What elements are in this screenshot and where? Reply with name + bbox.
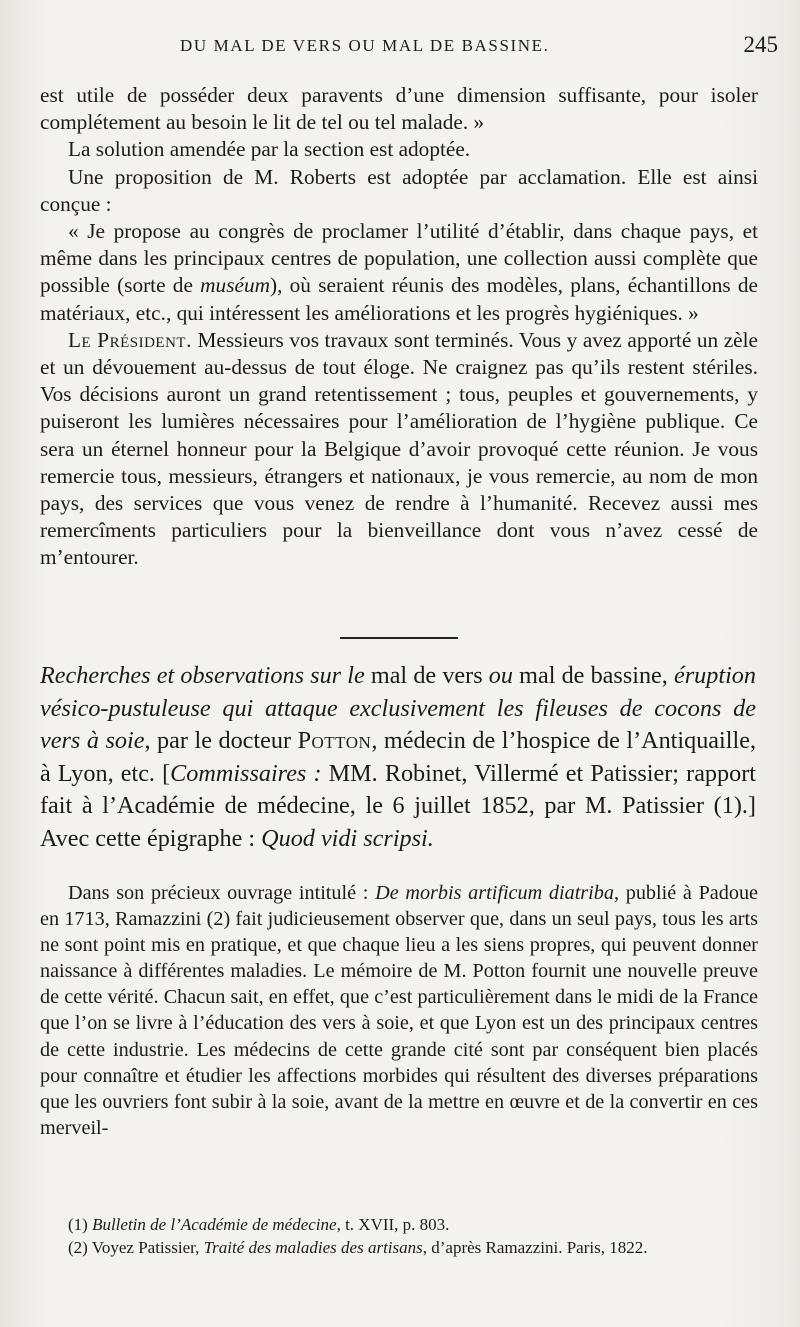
title-part-e: éruption vésico-pustuleuse qui attaque exclusivement les fileuses de cocons de vers à soie bbox=[40, 662, 756, 755]
quote-text-before: « Je propose au congrès de proclamer l’utilité d’établir, dans chaque pays, et même dans les principaux centres de population, une collection aussi complète que possible (sorte de bbox=[40, 219, 758, 298]
title-epigraph: Quod vidi scripsi. bbox=[261, 824, 434, 852]
title-part-c: ou bbox=[488, 662, 513, 689]
paragraph-solution-adopted: La solution amendée par la section est adoptée. bbox=[68, 137, 471, 162]
article-title bbox=[40, 660, 756, 856]
title-commissaires: Commissaires : bbox=[170, 759, 322, 787]
footnote-1 bbox=[40, 1213, 758, 1236]
page-header bbox=[40, 30, 778, 70]
speech-text: Messieurs vos travaux sont terminés. Vous y avez apporté un zèle et un dévouement au-dessus de tout éloge. Ne craignez pas qu’ils restent stériles. Vos décisions auront un grand retentissement ; tous, peuples et gouvernements, y puiseront les lumières nécessaires pour l’amélioration de l’hygiène publique. Ce sera un éternel honneur pour la Belgique d’avoir provoqué cette réunion. Je vous remercie tous, messieurs, étrangers et nationaux, je vous remercie, au nom de mon pays, des services que vous venez de rendre à l’humanité. Recevez aussi mes remercîments particuliers pour la bienveillance dont vous n’avez cessé de m’entourer. bbox=[40, 327, 758, 570]
speaker-label: Le Président. bbox=[68, 327, 192, 352]
title-part-h: , médecin de l’hospice de l’Antiquaille, à Lyon, etc. [ bbox=[40, 727, 756, 787]
quote-italic-museum: muséum bbox=[200, 273, 270, 298]
fn2-title: Traité des maladies des artisans bbox=[203, 1238, 423, 1257]
paragraph-paravents: est utile de posséder deux paravents d’une dimension suffisante, pour isoler complétement au besoin le lit de tel ou tel malade. » bbox=[40, 83, 758, 135]
fn1-ref: , t. XVII, p. 803. bbox=[336, 1215, 450, 1234]
running-head: DU MAL DE VERS OU MAL DE BASSINE. bbox=[180, 36, 550, 55]
fn1-title: Bulletin de l’Académie de médecine bbox=[92, 1215, 337, 1234]
section-divider bbox=[340, 637, 458, 639]
paragraph-roberts-proposal: Une proposition de M. Roberts est adoptée par acclamation. Elle est ainsi conçue : bbox=[40, 164, 758, 216]
title-author: Potton bbox=[297, 727, 372, 755]
ramazzini-book-title: De morbis artificum diatriba bbox=[375, 882, 614, 904]
fn1-marker: (1) bbox=[68, 1215, 93, 1234]
title-part-f: , par le docteur bbox=[144, 727, 298, 755]
footnotes bbox=[40, 1213, 758, 1259]
title-part-a: Recherches et observations sur le bbox=[40, 662, 365, 689]
title-part-b: mal de vers bbox=[364, 662, 489, 689]
quote-text-after: ), où seraient réunis des modèles, plans, échantillons de matériaux, etc., qui intéressent les améliorations et les progrès hygiéniques. » bbox=[40, 273, 758, 325]
fn2-ref: , d’après Ramazzini. Paris, 1822. bbox=[422, 1238, 648, 1257]
page-number: 245 bbox=[743, 32, 778, 57]
footnote-2 bbox=[40, 1236, 758, 1259]
paragraph-museum-quote bbox=[40, 218, 758, 327]
title-part-d: mal de bassine, bbox=[512, 662, 675, 689]
paragraph-president-speech bbox=[40, 327, 758, 572]
fn2-marker: (2) Voyez Patissier, bbox=[68, 1238, 204, 1257]
title-part-j: MM. Robinet, Villermé et Patissier; rapport fait à l’Académie de médecine, le 6 juillet 1852, par M. Patissier (1).] Avec cette épigraphe : bbox=[40, 759, 756, 852]
ramazzini-text-a: Dans son précieux ouvrage intitulé : bbox=[68, 882, 376, 904]
section-congress-close bbox=[40, 82, 758, 572]
section-ramazzini bbox=[40, 880, 758, 1141]
ramazzini-text-c: , publié à Padoue en 1713, Ramazzini (2) fait judicieusement observer que, dans un seul pays, tous les arts ne sont point mis en pratique, et que chaque lieu a les siens propres, qui peuvent donner naissance à différentes maladies. Le mémoire de M. Potton fournit une nouvelle preuve de cette vérité. Chacun sait, en effet, que c’est particulièrement dans le midi de la France que l’on se livre à l’éducation des vers à soie, et que Lyon est un des principaux centres de cette industrie. Les médecins de cette grande cité sont par conséquent bien placés pour connaître et étudier les affections morbides qui résultent des diverses préparations que les ouvriers font subir à la soie, avant de la mettre en œuvre et de la convertir en ces merveil- bbox=[40, 882, 759, 1139]
paragraph-ramazzini bbox=[40, 880, 758, 1141]
